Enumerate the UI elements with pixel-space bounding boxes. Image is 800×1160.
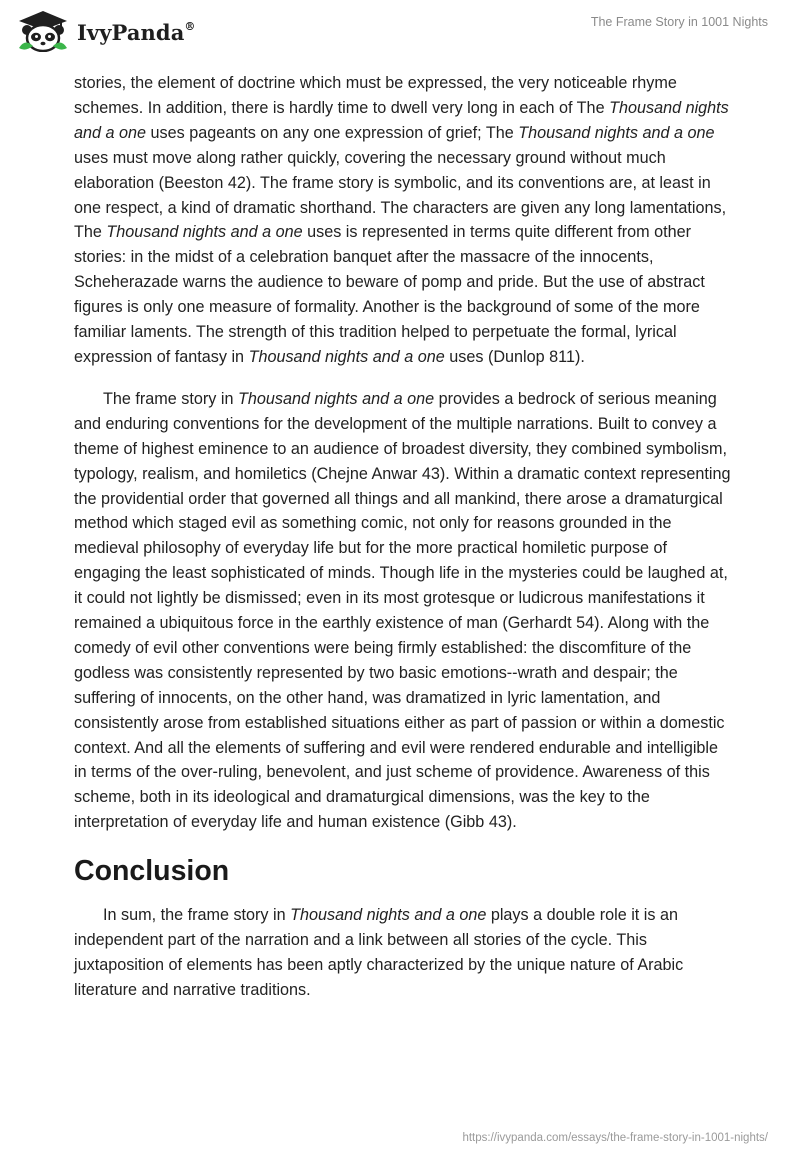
paragraph xyxy=(74,71,734,370)
page-header xyxy=(0,0,800,70)
text-run: The frame story in xyxy=(103,389,238,408)
section-heading-conclusion: Conclusion xyxy=(74,855,230,888)
book-title-italic: Thousand nights and a one xyxy=(237,389,435,408)
text-run: uses pageants on any one expression of grief; The xyxy=(146,123,519,142)
panda-graduate-icon xyxy=(15,8,71,52)
book-title-italic: Thousand nights and a one xyxy=(518,123,715,142)
ivypanda-logo[interactable] xyxy=(15,8,196,52)
text-run: uses must move along rather quickly, covering the necessary ground without much elaboration (Beeston 42). The frame story is symbolic, and its conventions are, at least in one respect, a kind of dramatic shorthand. The characters are given any long lamentations, The xyxy=(74,148,727,242)
book-title-italic: Thousand nights and a one xyxy=(106,223,303,242)
book-title-italic: Thousand nights and a one xyxy=(74,98,729,142)
text-run: uses is represented in terms quite different from other stories: in the midst of a celebration banquet after the massacre of the innocents, Scheherazade warns the audience to beware of pomp and pride. But the use of abstract figures is only one measure of formality. Another is the background of some of the more familiar laments. The strength of this tradition helped to perpetuate the formal, lyrical expression of fantasy in xyxy=(74,223,705,366)
book-title-italic: Thousand nights and a one xyxy=(290,906,487,925)
paragraph xyxy=(74,903,734,1003)
text-run: stories, the element of doctrine which must be expressed, the very noticeable rhyme schemes. In addition, there is hardly time to dwell very long in each of The xyxy=(74,74,677,117)
text-run: In sum, the frame story in xyxy=(103,906,291,925)
essay-body xyxy=(74,71,734,1003)
book-title-italic: Thousand nights and a one xyxy=(248,347,445,366)
brand-name: IvyPanda® xyxy=(77,19,196,45)
text-run: provides a bedrock of serious meaning and enduring conventions for the development of the multiple narrations. Built to convey a theme of highest eminence to an audience of broadest diversity, they combined symbolism, typology, realism, and homiletics (Chejne Anwar 43). Within a dramatic context representing the providential order that governed all things and all mankind, there arose a dramaturgical method which staged evil as something comic, not only for reasons grounded in the medieval philosophy of everyday life but for the more practical homiletic purpose of engaging the least sophisticated of minds. Though life in the mysteries could be laughed at, it could not lightly be dismissed; even in its most grotesque or ludicrous manifestations it remained a ubiquitous force in the earthly existence of man (Gerhardt 54). Along with the comedy of evil other conventions were being firmly established: the discomfiture of the godless was consistently represented by two basic emotions--wrath and despair; the suffering of innocents, on the other hand, was dramatized in lyric lamentation, and consistently arose from established situations either as part of passion or within a domestic context. And all the elements of suffering and evil were rendered endurable and intelligible in terms of the over-ruling, benevolent, and just scheme of providence. Awareness of this scheme, both in its ideological and dramaturgical dimensions, was the key to the interpretation of everyday life and human existence (Gibb 43). xyxy=(74,389,731,832)
text-run: plays a double role it is an independent part of the narration and a link between all stories of the cycle. This juxtaposition of elements has been aptly characterized by the unique nature of Arabic literature and narrative traditions. xyxy=(74,906,684,999)
text-run: uses (Dunlop 811). xyxy=(444,347,585,366)
source-url[interactable]: https://ivypanda.com/essays/the-frame-story-in-1001-nights/ xyxy=(462,1132,768,1144)
document-title: The Frame Story in 1001 Nights xyxy=(590,15,768,29)
paragraph xyxy=(74,387,734,835)
